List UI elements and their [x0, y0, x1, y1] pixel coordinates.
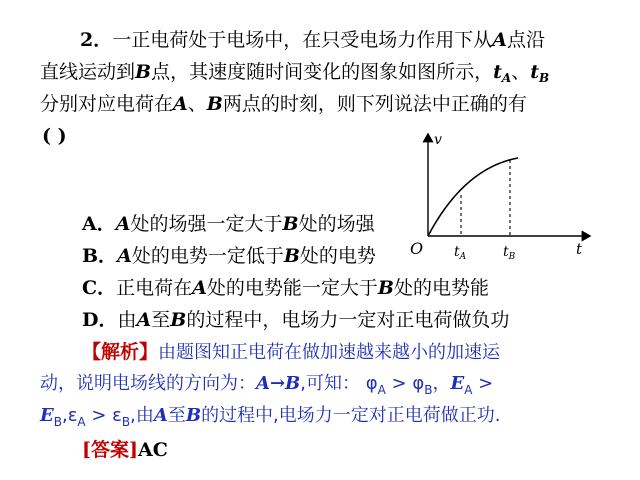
answer-blank: ( ) [42, 125, 67, 147]
analysis-text-1: 由题图知正电荷在做加速越来越小的加速运 [158, 342, 501, 363]
question-line-3 [40, 92, 527, 116]
option-c-label: C． [82, 277, 117, 299]
analysis-3d: 的过程中,电场力一定对正电荷做正功. [201, 405, 501, 426]
option-a-pa: A [115, 213, 131, 235]
analysis-tag: 【解析】 [82, 341, 159, 363]
origin-label: O [410, 239, 424, 258]
tb-label-sub: B [508, 252, 516, 262]
tb-label-t: t [503, 244, 509, 260]
q3-point-a: A [173, 93, 188, 115]
analysis-2-gt2: > [472, 373, 494, 394]
ta-label-sub: A [459, 252, 467, 262]
answer-line [82, 438, 168, 462]
velocity-curve [428, 158, 518, 236]
analysis-3-eps-a-sub: A [77, 415, 86, 429]
analysis-3-e: E [40, 405, 54, 426]
analysis-line-3 [40, 404, 501, 434]
q3-sep: 、 [187, 93, 207, 115]
analysis-2-phi-a-sub: A [377, 383, 386, 397]
option-a-t2: 处的场强 [298, 213, 375, 235]
analysis-3-gt: > ε [85, 405, 122, 426]
tb-label [503, 244, 516, 262]
option-d-t1: 至 [151, 309, 171, 331]
q3-point-b: B [206, 93, 223, 115]
q1-point-a: A [492, 29, 507, 51]
v-axis-label: v [434, 132, 442, 148]
q2-ta-sub: A [501, 71, 512, 85]
q1-text-a: 一正电荷处于电场中，在只受电场力作用下从 [112, 29, 493, 51]
analysis-2-phi-b-sub: B [424, 383, 433, 397]
analysis-2-gt: > φ [385, 373, 425, 394]
option-c-pb: B [377, 277, 394, 299]
q3-text-a: 分别对应电荷在 [40, 93, 174, 115]
option-b-pb: B [283, 245, 300, 267]
answer-tag: [答案] [82, 439, 138, 461]
option-d-t2: 的过程中，电场力一定对正电荷做负功 [186, 309, 510, 331]
option-d-pa: A [136, 309, 152, 331]
option-b-label: B． [82, 245, 118, 267]
analysis-2c: ， [432, 373, 451, 394]
q2-text-a: 直线运动到 [40, 61, 136, 83]
velocity-time-graph [404, 132, 600, 268]
option-a [82, 212, 375, 236]
analysis-3-eb-sub: B [53, 415, 62, 429]
analysis-line-1 [82, 340, 500, 365]
q2-tb-sub: B [538, 71, 550, 85]
option-c-pa: A [192, 277, 207, 299]
q2-text-b: 点，其速度随时间变化的图象如图所示， [151, 61, 494, 83]
analysis-line-2 [40, 372, 493, 402]
q2-sep: 、 [511, 61, 531, 83]
option-d [82, 308, 509, 332]
question-line-2 [40, 60, 549, 90]
option-a-t1: 处的场强一定大于 [130, 213, 283, 235]
option-d-label: D． [82, 309, 118, 331]
q3-text-b: 两点的时刻，则下列说法中正确的有 [222, 93, 527, 115]
question-number: 2． [80, 29, 113, 51]
option-b-t2: 处的电势 [299, 245, 376, 267]
analysis-3b: ,由 [130, 405, 154, 426]
option-c-t2: 处的电势能 [393, 277, 489, 299]
answer-value: AC [137, 439, 168, 461]
question-line-1 [80, 28, 545, 52]
analysis-2-direction: A→B [256, 373, 301, 394]
option-a-pb: B [282, 213, 299, 235]
option-b-pa: A [117, 245, 132, 267]
analysis-2-ea-sub: A [464, 383, 473, 397]
analysis-2a: 动，说明电场线的方向为： [40, 373, 256, 394]
option-c-t1: 处的电势能一定大于 [206, 277, 378, 299]
analysis-2-e: E [450, 373, 465, 394]
option-c [82, 276, 489, 300]
option-d-pb: B [170, 309, 187, 331]
t-axis-label: t [576, 240, 583, 258]
option-b [82, 244, 376, 268]
analysis-3-eps-b-sub: B [121, 415, 131, 429]
analysis-3a: ,ε [61, 405, 78, 426]
q1-text-b: 点沿 [507, 29, 546, 51]
q2-tb-t: t [530, 61, 539, 83]
ta-label [454, 244, 467, 262]
analysis-2b: ,可知： φ [300, 373, 378, 394]
analysis-3-pa: A [153, 405, 168, 426]
option-c-t0: 正电荷在 [116, 277, 193, 299]
option-b-t1: 处的电势一定低于 [131, 245, 284, 267]
ta-label-t: t [454, 244, 460, 260]
option-d-t0: 由 [117, 309, 137, 331]
option-a-label: A． [82, 213, 116, 235]
q2-point-b: B [135, 61, 152, 83]
analysis-3-pb: B [185, 405, 202, 426]
analysis-3c: 至 [167, 405, 186, 426]
q2-ta-t: t [493, 61, 502, 83]
